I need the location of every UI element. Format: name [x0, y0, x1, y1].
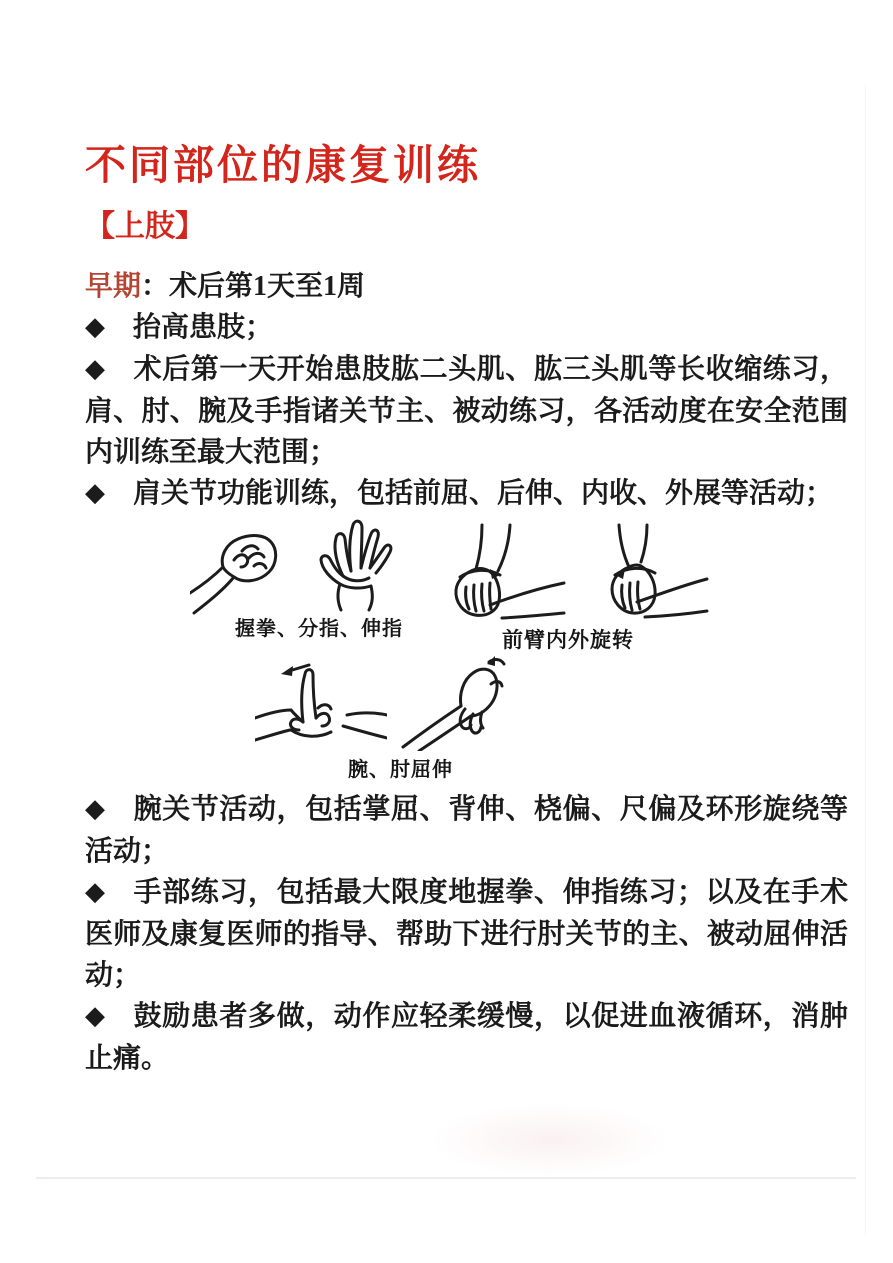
- bullet-text: 肩关节功能训练，包括前屈、后伸、内收、外展等活动；: [133, 478, 834, 509]
- bullet-encourage-patient: [85, 996, 848, 1079]
- clenched-fist-sketch: [190, 519, 302, 617]
- bullet-elevate-limb: [85, 307, 848, 349]
- scan-edge-line: [865, 85, 866, 1235]
- bullet-wrist-activity: [85, 789, 848, 872]
- bullet-text: 术后第一天开始患肢肱二头肌、肱三头肌等长收缩练习，肩、肘、腕及手指诸关节主、被动练习，各活动度在安全范围内训练至最大范围；: [85, 354, 848, 468]
- bullet-text: 手部练习，包括最大限度地握拳、伸指练习；以及在手术医师及康复医师的指导、帮助下进行肘关节的主、被动屈伸活动；: [85, 877, 848, 991]
- page-title: 不同部位的康复训练: [85, 142, 481, 188]
- scan-fold-line: [36, 1177, 856, 1179]
- diamond-bullet-icon: ◆: [85, 354, 105, 384]
- diamond-bullet-icon: ◆: [85, 794, 105, 824]
- open-hand-spread-fingers-sketch: [303, 515, 409, 612]
- bullet-text: 腕关节活动，包括掌屈、背伸、桡偏、尺偏及环形旋绕等活动；: [85, 794, 848, 867]
- forearm-pronation-sketch: [428, 523, 566, 627]
- phase-label: 早期: [85, 271, 142, 302]
- diamond-bullet-icon: ◆: [85, 312, 105, 342]
- bullet-text: 抬高患肢；: [133, 312, 274, 343]
- caption-fist-fingers: 握拳、分指、伸指: [235, 618, 403, 640]
- caption-wrist-elbow: 腕、肘屈伸: [348, 759, 453, 781]
- bullet-shoulder-training: [85, 473, 848, 515]
- diamond-bullet-icon: ◆: [85, 478, 105, 508]
- diamond-bullet-icon: ◆: [85, 877, 105, 907]
- bullet-isometric-exercise: [85, 349, 848, 473]
- phase-text: ：术后第1天至1周: [141, 271, 366, 302]
- wrist-flexion-thumb-up-sketch: [255, 658, 387, 756]
- exercise-illustrations: [85, 515, 848, 789]
- phase-line: [85, 266, 848, 307]
- section-heading-upper-limb: 【上肢】: [85, 210, 205, 243]
- bullet-text: 鼓励患者多做，动作应轻柔缓慢，以促进血液循环，消肿止痛。: [85, 1001, 848, 1074]
- forearm-supination-sketch: [577, 523, 709, 627]
- caption-forearm-rotation: 前臂内外旋转: [502, 628, 634, 652]
- document-content: [85, 140, 848, 1079]
- hand-gripping-forearm-sketch: [401, 653, 529, 751]
- bullet-hand-exercise: [85, 872, 848, 996]
- scan-smudge-artifact: [430, 1103, 670, 1177]
- diamond-bullet-icon: ◆: [85, 1001, 105, 1031]
